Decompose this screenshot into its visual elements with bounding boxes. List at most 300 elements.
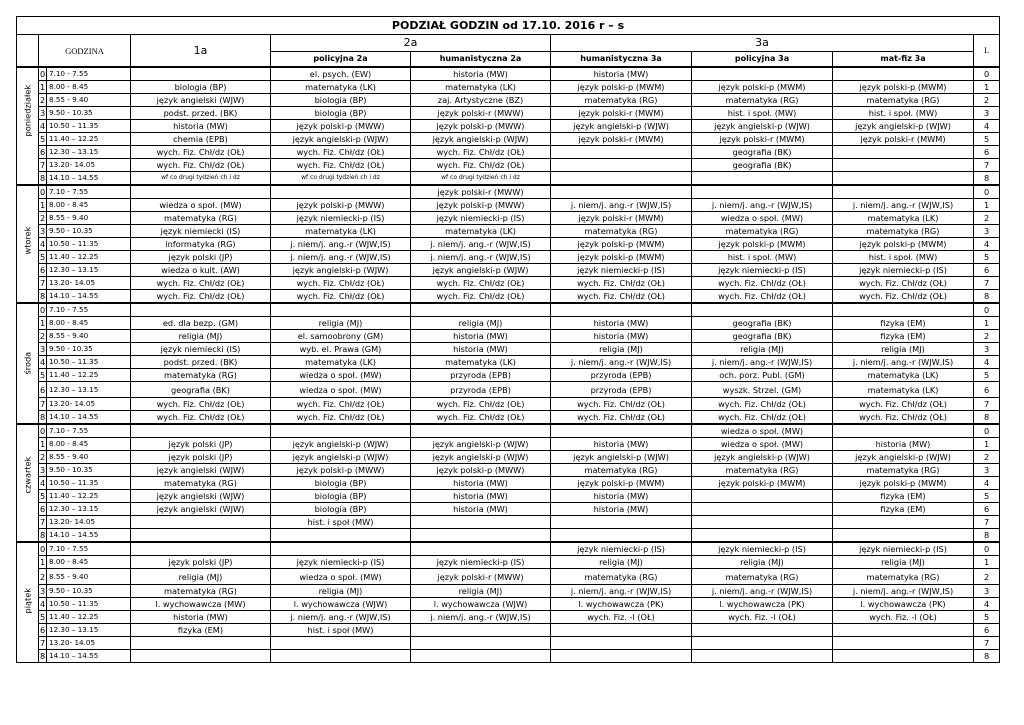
subject-cell: wych. Fiz. Chł/dz (OŁ) xyxy=(551,398,692,411)
subject-cell: religia (MJ) xyxy=(411,317,551,330)
lesson-number-right: 2 xyxy=(974,451,1000,464)
lesson-time: 8.55 - 9.40 xyxy=(47,330,131,343)
subject-cell: język polski-p (MWM) xyxy=(833,81,974,94)
subject-cell: historia (MW) xyxy=(411,330,551,343)
subject-cell: wiedza o społ. (MW) xyxy=(692,438,833,451)
subject-cell xyxy=(833,303,974,317)
subject-cell: wych. Fiz. Chł/dz (OŁ) xyxy=(833,398,974,411)
subject-cell: matematyka (RG) xyxy=(551,225,692,238)
subject-cell: biologia (BP) xyxy=(271,490,411,503)
subject-cell xyxy=(692,650,833,663)
subject-cell: wych. Fiz. Chł/dz (OŁ) xyxy=(271,398,411,411)
subject-cell: język angielski-p (WJW) xyxy=(271,438,411,451)
lesson-number-right: 3 xyxy=(974,107,1000,120)
subject-cell: język polski (JP) xyxy=(131,251,271,264)
subject-cell: język angielski (WJW) xyxy=(131,503,271,516)
subject-cell: język angielski-p (WJW) xyxy=(411,438,551,451)
subject-cell xyxy=(833,637,974,650)
subject-cell: wiedza o społ. (MW) xyxy=(271,382,411,398)
day-name: piątek xyxy=(22,587,33,613)
subject-cell xyxy=(833,67,974,81)
subject-cell: religia (MJ) xyxy=(551,343,692,356)
subject-cell: język angielski (WJW) xyxy=(131,464,271,477)
lesson-number: 5 xyxy=(40,491,46,501)
subject-cell: historia (MW) xyxy=(131,120,271,133)
subject-cell: wych. Fiz. Chł/dz (OŁ) xyxy=(833,411,974,425)
subject-cell: wych. Fiz. Chł/dz (OŁ) xyxy=(551,277,692,290)
table-row xyxy=(17,637,1000,650)
subject-cell xyxy=(833,650,974,663)
table-row xyxy=(17,212,1000,225)
lesson-number-right: 3 xyxy=(974,343,1000,356)
subject-cell xyxy=(271,529,411,543)
lesson-number: 7 xyxy=(40,638,46,648)
subject-cell xyxy=(411,303,551,317)
subject-cell: j. niem/j. ang.-r (WJW,IS) xyxy=(411,238,551,251)
lesson-number: 0 xyxy=(40,426,46,436)
table-row xyxy=(17,199,1000,212)
lesson-time: 10.50 – 11.35 xyxy=(47,238,131,251)
lesson-number: 3 xyxy=(40,586,46,596)
subject-cell xyxy=(692,303,833,317)
subject-cell: język polski-r (MWW) xyxy=(411,569,551,585)
subject-cell: język angielski-p (WJW) xyxy=(692,451,833,464)
header-day-corner xyxy=(17,35,39,68)
table-row xyxy=(17,81,1000,94)
subject-cell: język niemiecki (IS) xyxy=(131,343,271,356)
subject-cell xyxy=(551,303,692,317)
subject-cell: hist. i społ. (MW) xyxy=(692,251,833,264)
subject-cell: wych. Fiz. Chł/dz (OŁ) xyxy=(131,290,271,304)
subject-cell xyxy=(411,650,551,663)
subject-cell: chemia (EPB) xyxy=(131,133,271,146)
lesson-number: 6 xyxy=(39,382,47,398)
lesson-number: 4 xyxy=(40,599,46,609)
subject-cell: j. niem/j. ang.-r (WJW,IS) xyxy=(411,251,551,264)
subject-cell xyxy=(551,159,692,172)
subject-cell: język polski-r (MWM) xyxy=(551,212,692,225)
table-row xyxy=(17,516,1000,529)
table-row xyxy=(17,290,1000,304)
subject-cell: język polski-p (MWM) xyxy=(551,81,692,94)
subject-cell: matematyka (RG) xyxy=(551,464,692,477)
subject-cell: język angielski-p (WJW) xyxy=(692,120,833,133)
lesson-number-right: 4 xyxy=(974,238,1000,251)
subject-cell: język niemiecki-p (IS) xyxy=(692,264,833,277)
subject-cell: wyszk. Strzel. (GM) xyxy=(692,382,833,398)
timetable-sheet xyxy=(16,16,1000,663)
lesson-time: 14.10 – 14.55 xyxy=(47,411,131,425)
lesson-time: 14.10 – 14.55 xyxy=(47,172,131,186)
day-name: czwartek xyxy=(22,456,33,494)
subject-cell xyxy=(833,172,974,186)
lesson-number: 7 xyxy=(40,517,46,527)
lesson-time: 8.00 - 8.45 xyxy=(47,81,131,94)
subject-cell: język angielski-p (WJW) xyxy=(833,120,974,133)
subject-cell: język polski-p (MWM) xyxy=(551,238,692,251)
subject-cell: wych. Fiz. Chł/dz (OŁ) xyxy=(131,146,271,159)
lesson-time: 8.00 - 8.45 xyxy=(47,317,131,330)
subject-cell: język polski-p (MWW) xyxy=(411,199,551,212)
subject-cell: matematyka (RG) xyxy=(692,94,833,107)
table-row xyxy=(17,382,1000,398)
subject-cell xyxy=(692,185,833,199)
subject-cell xyxy=(692,172,833,186)
subject-cell: fizyka (EM) xyxy=(833,490,974,503)
subject-cell: matematyka (RG) xyxy=(131,585,271,598)
subject-cell: religia (MJ) xyxy=(131,569,271,585)
subject-cell: wych. Fiz. Chł/dz (OŁ) xyxy=(271,159,411,172)
subject-cell xyxy=(833,529,974,543)
lesson-number: 0 xyxy=(40,305,46,315)
subject-cell xyxy=(692,516,833,529)
subject-cell: język angielski-p (WJW) xyxy=(411,451,551,464)
lesson-number: 0 xyxy=(40,544,46,554)
lesson-number: 5 xyxy=(40,370,46,380)
subject-cell: matematyka (RG) xyxy=(833,225,974,238)
subject-cell: język polski-r (MWM) xyxy=(551,133,692,146)
lesson-time: 10.50 – 11.35 xyxy=(47,356,131,369)
lesson-number-right: 0 xyxy=(974,542,1000,556)
lesson-number-right: 7 xyxy=(974,277,1000,290)
subject-cell: historia (MW) xyxy=(551,67,692,81)
lesson-number: 4 xyxy=(40,239,46,249)
subject-cell: historia (MW) xyxy=(551,317,692,330)
subject-cell: l. wychowawcza (WJW) xyxy=(271,598,411,611)
subject-cell: religia (MJ) xyxy=(271,585,411,598)
table-row xyxy=(17,490,1000,503)
table-row xyxy=(17,264,1000,277)
lesson-time: 9.50 - 10.35 xyxy=(47,343,131,356)
header-group-humanistyczna-3a: humanistyczna 3a xyxy=(551,52,692,68)
lesson-time: 8.00 - 8.45 xyxy=(47,556,131,569)
subject-cell: język polski (JP) xyxy=(131,438,271,451)
subject-cell xyxy=(131,542,271,556)
subject-cell: informatyka (RG) xyxy=(131,238,271,251)
subject-cell: religia (MJ) xyxy=(131,330,271,343)
subject-cell xyxy=(833,624,974,637)
lesson-number: 3 xyxy=(40,344,46,354)
subject-cell: język angielski-p (WJW) xyxy=(411,264,551,277)
lesson-number: 6 xyxy=(40,504,46,514)
lesson-time: 12.30 – 13.15 xyxy=(47,264,131,277)
header-group-mat-fiz-3a: mat-fiz 3a xyxy=(833,52,974,68)
subject-cell: matematyka (LK) xyxy=(833,369,974,382)
subject-cell: j. niem/j. ang.-r (WJW,IS) xyxy=(271,238,411,251)
subject-cell: wiedza o społ. (MW) xyxy=(692,212,833,225)
subject-cell: język angielski-p (WJW) xyxy=(271,264,411,277)
subject-cell: matematyka (LK) xyxy=(833,212,974,225)
subject-cell: wych. Fiz. Chł/dz (OŁ) xyxy=(551,411,692,425)
lesson-number-right: 7 xyxy=(974,159,1000,172)
subject-cell: fizyka (EM) xyxy=(833,503,974,516)
subject-cell xyxy=(833,146,974,159)
subject-cell: wf co drugi tydzień ch i dz xyxy=(411,172,551,186)
lesson-time: 8.00 - 8.45 xyxy=(47,438,131,451)
subject-cell: geografia (BK) xyxy=(692,330,833,343)
subject-cell: wych. Fiz. Chł/dz (OŁ) xyxy=(271,290,411,304)
table-row xyxy=(17,411,1000,425)
subject-cell xyxy=(551,637,692,650)
subject-cell xyxy=(131,67,271,81)
subject-cell xyxy=(411,424,551,438)
table-row xyxy=(17,185,1000,199)
subject-cell xyxy=(411,624,551,637)
lesson-number-right: 8 xyxy=(974,411,1000,425)
subject-cell: język polski-r (MWW) xyxy=(411,107,551,120)
lesson-time: 7.10 - 7.55 xyxy=(47,542,131,556)
subject-cell: język niemiecki-p (IS) xyxy=(833,264,974,277)
page-title: PODZIAŁ GODZIN od 17.10. 2016 r – s xyxy=(17,17,1000,35)
table-row xyxy=(17,611,1000,624)
subject-cell: matematyka (RG) xyxy=(131,212,271,225)
subject-cell: wych. Fiz. Chł/dz (OŁ) xyxy=(692,411,833,425)
lesson-time: 13.20- 14.05 xyxy=(47,516,131,529)
table-row xyxy=(17,159,1000,172)
lesson-number: 1 xyxy=(40,557,46,567)
subject-cell: język niemiecki-p (IS) xyxy=(551,542,692,556)
subject-cell: język polski (JP) xyxy=(131,556,271,569)
lesson-number-right: 1 xyxy=(974,81,1000,94)
table-row xyxy=(17,238,1000,251)
lesson-number: 6 xyxy=(40,625,46,635)
table-row xyxy=(17,303,1000,317)
table-row xyxy=(17,330,1000,343)
subject-cell: matematyka (LK) xyxy=(271,356,411,369)
subject-cell: wych. Fiz. Chł/dz (OŁ) xyxy=(833,290,974,304)
lesson-number-right: 1 xyxy=(974,317,1000,330)
subject-cell xyxy=(692,624,833,637)
lesson-number-right: 4 xyxy=(974,598,1000,611)
lesson-number: 3 xyxy=(40,108,46,118)
subject-cell: el. psych. (EW) xyxy=(271,67,411,81)
subject-cell: język angielski-p (WJW) xyxy=(271,451,411,464)
table-row xyxy=(17,251,1000,264)
subject-cell xyxy=(692,529,833,543)
lesson-time: 13.20- 14.05 xyxy=(47,398,131,411)
lesson-number-right: 2 xyxy=(974,212,1000,225)
subject-cell: hist. i społ. (MW) xyxy=(692,107,833,120)
subject-cell: geografia (BK) xyxy=(692,146,833,159)
subject-cell: religia (MJ) xyxy=(692,556,833,569)
subject-cell: wych. Fiz. Chł/dz (OŁ) xyxy=(411,146,551,159)
subject-cell: matematyka (RG) xyxy=(692,225,833,238)
table-row xyxy=(17,107,1000,120)
timetable xyxy=(16,16,1000,663)
subject-cell: historia (MW) xyxy=(411,503,551,516)
subject-cell: wiedza o społ. (MW) xyxy=(131,199,271,212)
subject-cell: biologia (BP) xyxy=(271,503,411,516)
lesson-number: 1 xyxy=(40,318,46,328)
lesson-time: 9.50 - 10.35 xyxy=(47,464,131,477)
subject-cell: język niemiecki-p (IS) xyxy=(271,212,411,225)
lesson-number-right: 1 xyxy=(974,556,1000,569)
table-row xyxy=(17,569,1000,585)
subject-cell: j. niem/j. ang.-r (WJW,IS) xyxy=(551,356,692,369)
subject-cell: historia (MW) xyxy=(411,490,551,503)
lesson-time: 9.50 - 10.35 xyxy=(47,585,131,598)
subject-cell xyxy=(411,637,551,650)
subject-cell: wych. Fiz. Chł/dz (OŁ) xyxy=(692,398,833,411)
subject-cell: wiedza o społ. (MW) xyxy=(692,424,833,438)
subject-cell: biologia (BP) xyxy=(131,81,271,94)
lesson-number: 5 xyxy=(40,134,46,144)
lesson-time: 11.40 – 12.25 xyxy=(47,611,131,624)
lesson-number: 6 xyxy=(40,265,46,275)
lesson-number: 2 xyxy=(40,95,46,105)
table-row xyxy=(17,503,1000,516)
table-row xyxy=(17,133,1000,146)
table-row xyxy=(17,477,1000,490)
table-row xyxy=(17,94,1000,107)
day-label xyxy=(17,185,39,303)
lesson-number-right: 0 xyxy=(974,67,1000,81)
lesson-number-right: 5 xyxy=(974,611,1000,624)
subject-cell: hist. i społ. (MW) xyxy=(833,107,974,120)
subject-cell: biologia (BP) xyxy=(271,94,411,107)
lesson-number-right: 5 xyxy=(974,251,1000,264)
subject-cell: język niemiecki-p (IS) xyxy=(411,556,551,569)
lesson-number: 6 xyxy=(40,147,46,157)
lesson-number: 3 xyxy=(40,465,46,475)
subject-cell: geografia (BK) xyxy=(692,159,833,172)
lesson-time: 7.10 - 7.55 xyxy=(47,303,131,317)
subject-cell: wych. Fiz. Chł/dz (OŁ) xyxy=(131,277,271,290)
lesson-number-right: 8 xyxy=(974,650,1000,663)
table-row xyxy=(17,120,1000,133)
subject-cell: język polski-p (MWW) xyxy=(411,464,551,477)
lesson-number: 1 xyxy=(40,82,46,92)
subject-cell: j. niem/j. ang.-r (WJW,IS) xyxy=(833,585,974,598)
day-label xyxy=(17,67,39,185)
table-row xyxy=(17,398,1000,411)
lesson-time: 10.50 – 11.35 xyxy=(47,120,131,133)
subject-cell: język angielski-p (WJW) xyxy=(551,120,692,133)
subject-cell: religia (MJ) xyxy=(692,343,833,356)
table-row xyxy=(17,464,1000,477)
subject-cell xyxy=(692,67,833,81)
subject-cell xyxy=(551,185,692,199)
lesson-number-right: 7 xyxy=(974,398,1000,411)
lesson-number: 8 xyxy=(40,291,46,301)
subject-cell: religia (MJ) xyxy=(411,585,551,598)
lesson-number: 7 xyxy=(40,160,46,170)
lesson-time: 8.55 - 9.40 xyxy=(47,212,131,225)
subject-cell xyxy=(551,624,692,637)
table-row xyxy=(17,424,1000,438)
subject-cell: wiedza o kult. (AW) xyxy=(131,264,271,277)
subject-cell: język niemiecki-p (IS) xyxy=(411,212,551,225)
subject-cell: wyb. el. Prawa (GM) xyxy=(271,343,411,356)
subject-cell: język polski-p (MWW) xyxy=(271,120,411,133)
lesson-number: 8 xyxy=(40,412,46,422)
subject-cell: podst. przed. (BK) xyxy=(131,107,271,120)
subject-cell: l. wychowawcza (WJW) xyxy=(411,598,551,611)
day-name: środa xyxy=(22,351,33,374)
day-label xyxy=(17,542,39,663)
subject-cell xyxy=(833,185,974,199)
subject-cell: biologia (BP) xyxy=(271,477,411,490)
subject-cell: język polski-p (MWW) xyxy=(271,464,411,477)
subject-cell: przyroda (EPB) xyxy=(551,382,692,398)
subject-cell xyxy=(692,637,833,650)
lesson-number: 4 xyxy=(40,357,46,367)
header-group-policyjna-3a: policyjna 3a xyxy=(692,52,833,68)
lesson-time: 7.10 - 7.55 xyxy=(47,67,131,81)
lesson-time: 8.55 - 9.40 xyxy=(47,569,131,585)
lesson-time: 11.40 – 12.25 xyxy=(47,133,131,146)
lesson-time: 9.50 - 10.35 xyxy=(47,225,131,238)
subject-cell xyxy=(271,424,411,438)
header-class-3a: 3a xyxy=(551,35,974,52)
table-row xyxy=(17,624,1000,637)
lesson-number-right: 8 xyxy=(974,172,1000,186)
lesson-number-right: 8 xyxy=(974,290,1000,304)
table-row xyxy=(17,356,1000,369)
lesson-number: 7 xyxy=(40,399,46,409)
subject-cell: j. niem/j. ang.-r (WJW,IS) xyxy=(833,199,974,212)
lesson-number: 8 xyxy=(40,530,46,540)
subject-cell: wych. Fiz. Chł/dz (OŁ) xyxy=(411,277,551,290)
subject-cell: język polski-p (MWM) xyxy=(551,251,692,264)
subject-cell xyxy=(692,503,833,516)
subject-cell xyxy=(271,542,411,556)
subject-cell: ed. dla bezp. (GM) xyxy=(131,317,271,330)
subject-cell: język polski-r (MWM) xyxy=(551,107,692,120)
subject-cell: język polski-p (MWW) xyxy=(411,120,551,133)
subject-cell: język niemiecki (IS) xyxy=(131,225,271,238)
lesson-number-right: 0 xyxy=(974,424,1000,438)
subject-cell xyxy=(551,424,692,438)
subject-cell: język polski-p (MWM) xyxy=(833,477,974,490)
subject-cell: historia (MW) xyxy=(551,330,692,343)
subject-cell: wf co drugi tydzień ch i dz xyxy=(271,172,411,186)
subject-cell: fizyka (EM) xyxy=(833,317,974,330)
subject-cell: język niemiecki-p (IS) xyxy=(271,556,411,569)
lesson-number-right: 6 xyxy=(974,264,1000,277)
subject-cell xyxy=(551,146,692,159)
subject-cell: język angielski-p (WJW) xyxy=(551,451,692,464)
table-row xyxy=(17,277,1000,290)
subject-cell: wiedza o społ. (MW) xyxy=(271,569,411,585)
table-row xyxy=(17,67,1000,81)
lesson-number-right: 6 xyxy=(974,624,1000,637)
subject-cell: j. niem/j. ang.-r (WJW,IS) xyxy=(411,611,551,624)
subject-cell: wych. Fiz. Chł/dz (OŁ) xyxy=(411,398,551,411)
lesson-time: 10.50 – 11.35 xyxy=(47,477,131,490)
subject-cell: fizyka (EM) xyxy=(131,624,271,637)
lesson-number-right: 3 xyxy=(974,464,1000,477)
subject-cell: język polski-p (MWM) xyxy=(551,477,692,490)
subject-cell: matematyka (LK) xyxy=(411,81,551,94)
lesson-time: 7.10 - 7.55 xyxy=(47,424,131,438)
subject-cell: język angielski (WJW) xyxy=(131,490,271,503)
subject-cell: historia (MW) xyxy=(551,438,692,451)
subject-cell: historia (MW) xyxy=(551,490,692,503)
lesson-number-right: 4 xyxy=(974,477,1000,490)
subject-cell xyxy=(551,650,692,663)
table-row xyxy=(17,438,1000,451)
subject-cell: język polski-r (MWM) xyxy=(692,133,833,146)
subject-cell: matematyka (LK) xyxy=(271,225,411,238)
subject-cell: l. wychowawcza (PK) xyxy=(692,598,833,611)
subject-cell xyxy=(551,529,692,543)
subject-cell xyxy=(271,185,411,199)
subject-cell xyxy=(833,516,974,529)
subject-cell: historia (MW) xyxy=(551,503,692,516)
subject-cell: język polski (JP) xyxy=(131,451,271,464)
subject-cell xyxy=(551,516,692,529)
